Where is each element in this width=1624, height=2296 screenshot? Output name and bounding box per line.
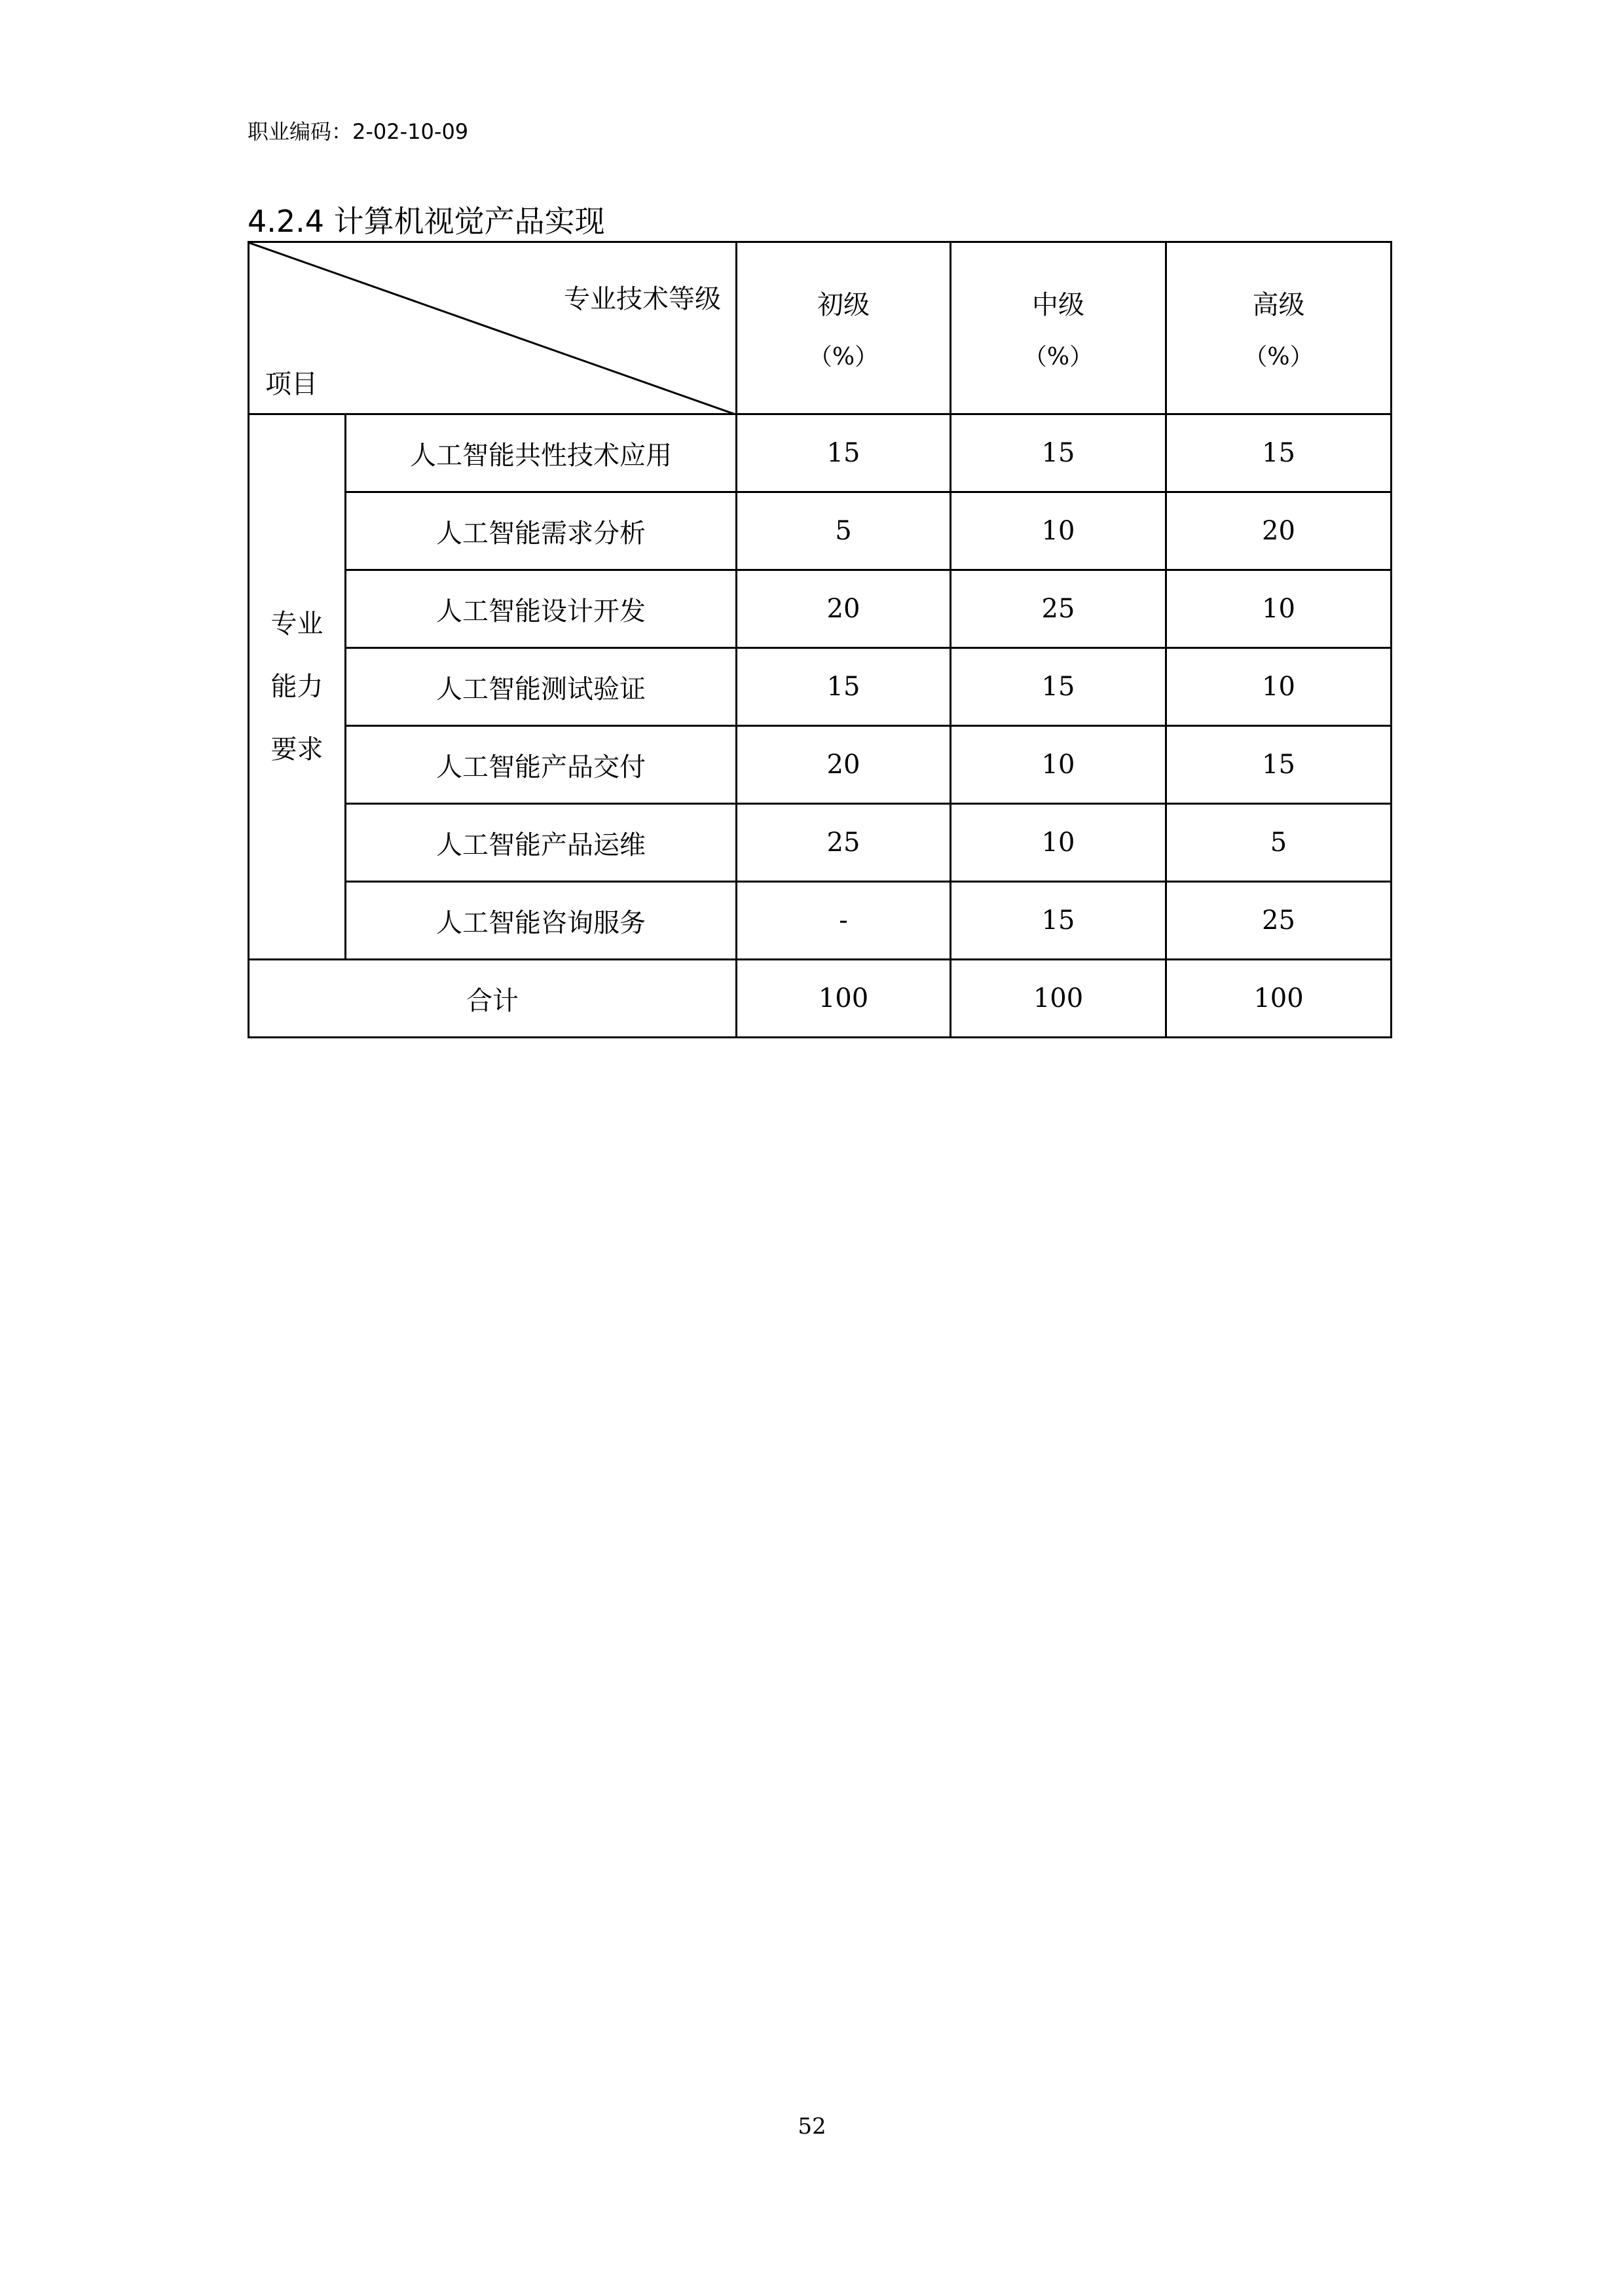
section-title: 4.2.4 计算机视觉产品实现 (248, 204, 605, 239)
category-line: 专业 (270, 609, 323, 639)
total-value: 100 (1166, 960, 1392, 1038)
item-cell: 人工智能咨询服务 (346, 882, 737, 960)
value-cell: 10 (1166, 648, 1392, 726)
table-row (249, 492, 1392, 570)
table-row (249, 804, 1392, 882)
value-cell: 10 (951, 726, 1166, 804)
category-line: 要求 (270, 735, 323, 765)
value-cell: 20 (737, 726, 951, 804)
table-row (249, 882, 1392, 960)
value-cell: 15 (951, 414, 1166, 492)
value-cell: 10 (1166, 570, 1392, 648)
item-cell: 人工智能需求分析 (346, 492, 737, 570)
category-cell (249, 414, 346, 960)
item-cell: 人工智能产品运维 (346, 804, 737, 882)
total-row (249, 960, 1392, 1038)
occupation-code: 职业编码：2-02-10-09 (248, 119, 469, 144)
value-cell: 15 (737, 648, 951, 726)
level-name: 初级 (817, 290, 870, 320)
total-value: 100 (951, 960, 1166, 1038)
value-cell: 10 (951, 804, 1166, 882)
diagonal-header-cell (249, 242, 737, 414)
table-row (249, 648, 1392, 726)
value-cell: 15 (1166, 414, 1392, 492)
level-unit: （%） (1244, 344, 1314, 371)
value-cell: 25 (737, 804, 951, 882)
skill-weight-table (248, 241, 1392, 1038)
table-row (249, 726, 1392, 804)
value-cell: - (737, 882, 951, 960)
total-label: 合计 (249, 960, 737, 1038)
total-value: 100 (737, 960, 951, 1038)
table-header-row (249, 242, 1392, 414)
value-cell: 25 (1166, 882, 1392, 960)
item-cell: 人工智能设计开发 (346, 570, 737, 648)
value-cell: 15 (951, 648, 1166, 726)
table-row (249, 570, 1392, 648)
level-header (951, 242, 1166, 414)
value-cell: 20 (1166, 492, 1392, 570)
page-number: 52 (798, 2113, 826, 2140)
item-cell: 人工智能测试验证 (346, 648, 737, 726)
item-cell: 人工智能产品交付 (346, 726, 737, 804)
value-cell: 15 (951, 882, 1166, 960)
value-cell: 20 (737, 570, 951, 648)
level-unit: （%） (808, 344, 879, 371)
value-cell: 10 (951, 492, 1166, 570)
level-header (1166, 242, 1392, 414)
value-cell: 25 (951, 570, 1166, 648)
value-cell: 5 (737, 492, 951, 570)
value-cell: 5 (1166, 804, 1392, 882)
value-cell: 15 (737, 414, 951, 492)
level-name: 中级 (1032, 290, 1084, 320)
level-header (737, 242, 951, 414)
item-cell: 人工智能共性技术应用 (346, 414, 737, 492)
table-row (249, 414, 1392, 492)
header-item-label: 项目 (265, 369, 318, 399)
level-unit: （%） (1023, 344, 1094, 371)
level-name: 高级 (1252, 290, 1305, 320)
diagonal-line (249, 243, 737, 415)
value-cell: 15 (1166, 726, 1392, 804)
header-skill-level-label: 专业技术等级 (564, 284, 721, 314)
category-line: 能力 (270, 672, 323, 702)
